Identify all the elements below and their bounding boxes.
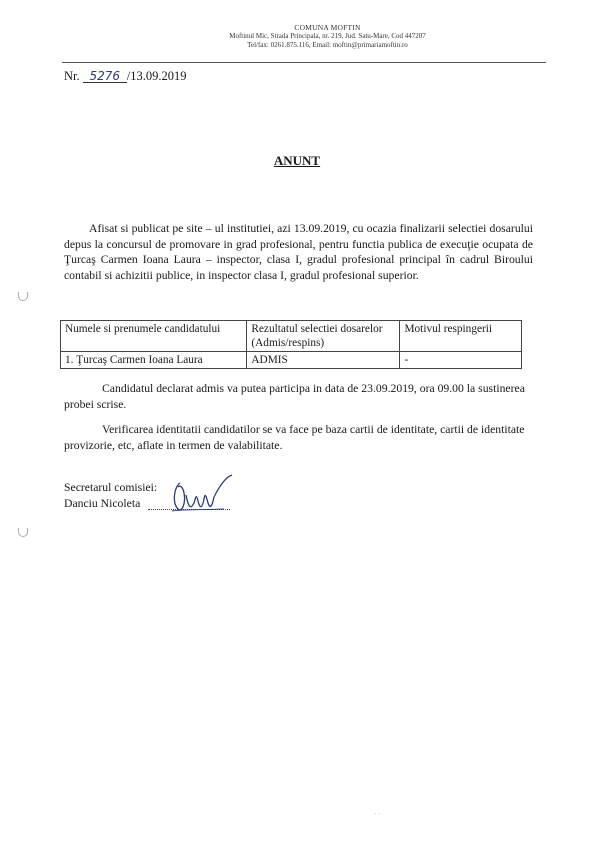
scan-smudge: · · (374, 810, 381, 818)
institution-address: Moftinul Mic, Strada Principala, nr. 219, Jud. Satu-Mare, Cod 447207 (229, 32, 426, 40)
cell-candidate-name: 1. Ţurcaş Carmen Ioana Laura (61, 352, 247, 369)
header-selection-result: Rezultatul selectiei dosarelor (Admis/respins) (247, 321, 400, 352)
registration-prefix: Nr. (64, 69, 80, 83)
registration-number (64, 69, 186, 84)
exam-notice-paragraph: Candidatul declarat admis va putea participa in data de 23.09.2019, ora 09.00 la sustinerea probei scrise. (64, 382, 525, 411)
table-header-row (61, 321, 522, 352)
header-rejection-reason: Motivul respingerii (400, 321, 522, 352)
signatory-role: Secretarul comisiei: (64, 481, 158, 494)
signature-block (64, 480, 157, 511)
cell-selection-result: ADMIS (247, 352, 400, 369)
registration-date: /13.09.2019 (126, 69, 187, 83)
punch-hole-mark (18, 292, 28, 301)
registration-handwritten-number: 5276 (83, 70, 127, 83)
institution-contact: Tel/fax: 0261.875.116, Email: moftin@primariamoftin.ro (247, 41, 408, 49)
document-title (0, 153, 594, 169)
letterhead (205, 23, 450, 50)
id-verification-paragraph: Verificarea identitatii candidatilor se va face pe baza cartii de identitate, cartii de identitate provizorie, etc, aflate in termen de valabilitate. (64, 423, 525, 452)
announcement-paragraph: Afisat si publicat pe site – ul institutiei, azi 13.09.2019, cu ocazia finalizarii selectiei dosarului depus la concursul de promovare in grad profesional, pentru functia publica de execuţie ocupata de Ţurcaş Carmen Ioana Laura – inspector, clasa I, gradul profesional principal în cadrul Biroului contabil si achizitii publice, in inspector clasa I, gradul profesional superior. (64, 222, 533, 282)
title-text: ANUNT (273, 153, 321, 168)
punch-hole-mark (18, 528, 28, 537)
handwritten-signature (166, 473, 236, 521)
header-divider (62, 62, 546, 63)
header-candidate-name: Numele si prenumele candidatului (61, 321, 247, 352)
table-row (61, 352, 522, 369)
institution-name: COMUNA MOFTIN (294, 23, 361, 32)
cell-rejection-reason: - (400, 352, 522, 369)
results-table (60, 320, 522, 369)
signatory-name: Danciu Nicoleta (64, 496, 141, 510)
